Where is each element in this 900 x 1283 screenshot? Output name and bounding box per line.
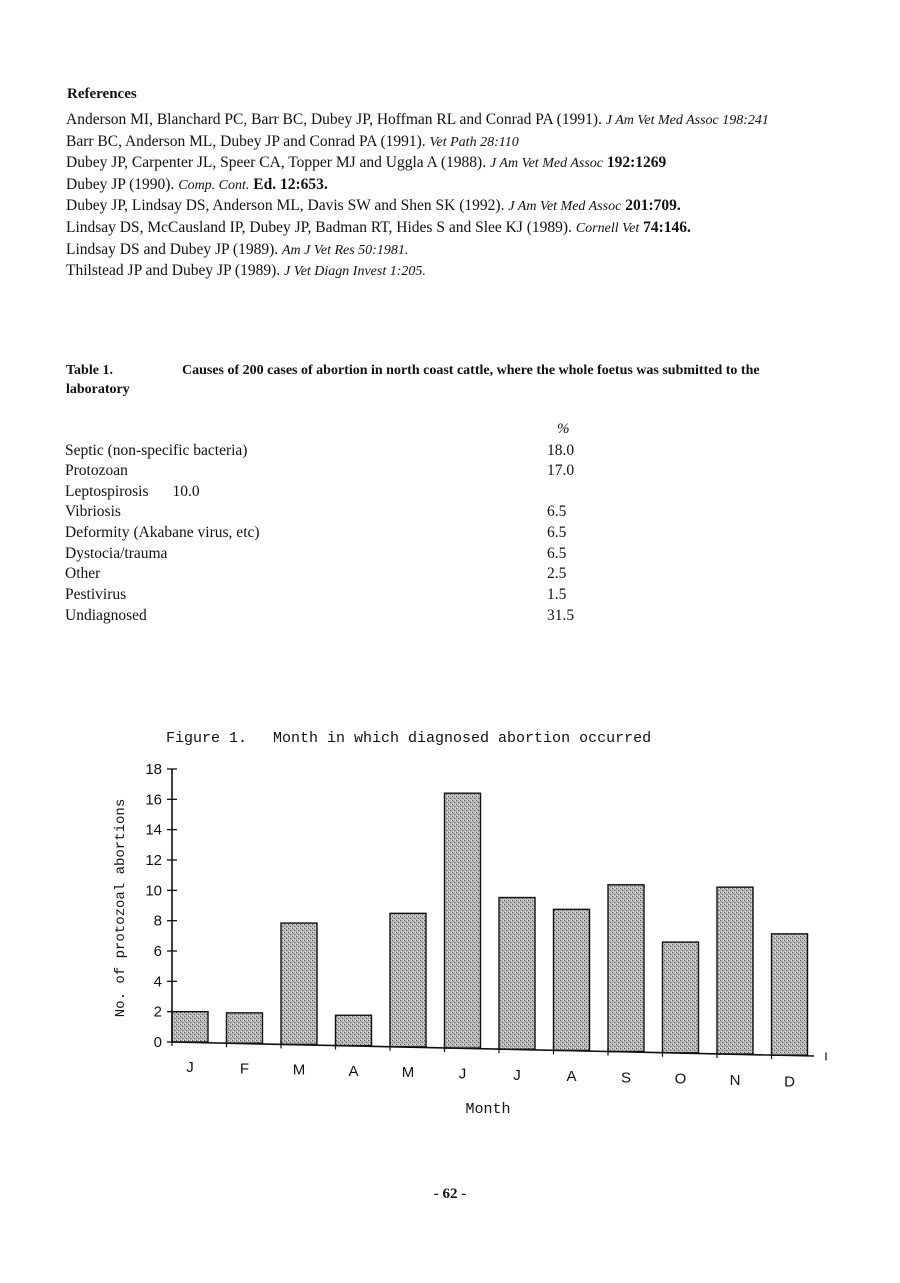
y-tick-label: 14 (145, 821, 162, 839)
y-tick-label: 8 (153, 912, 162, 930)
reference-volume: 192:1269 (606, 154, 667, 172)
percent-cell: 6.5 (547, 524, 567, 541)
x-tick-label: N (729, 1072, 741, 1089)
reference-authors: Barr BC, Anderson ML, Dubey JP and Conrad PA (1991). (66, 132, 426, 150)
bar (608, 885, 644, 1052)
cause-label: Undiagnosed (65, 607, 147, 624)
y-tick-label: 6 (153, 943, 162, 960)
y-tick-label: 10 (145, 882, 162, 900)
reference-journal: Comp. Cont. (178, 177, 250, 193)
percent-cell: 6.5 (547, 545, 567, 562)
cause-label: Pestivirus (65, 586, 127, 603)
y-axis-label: No. of protozoal abortions (113, 798, 129, 1018)
x-tick-label: M (292, 1061, 306, 1079)
bar (281, 923, 317, 1044)
bar (445, 793, 481, 1048)
bar (227, 1013, 263, 1043)
x-axis-label: Month (465, 1101, 511, 1118)
x-tick-label: J (458, 1065, 467, 1083)
reference-journal: J Vet Diagn Invest 1:205. (283, 264, 426, 280)
bar (172, 1012, 208, 1042)
bar (499, 898, 535, 1050)
y-tick-label: 2 (153, 1003, 162, 1021)
reference-authors: Lindsay DS, McCausland IP, Dubey JP, Badman RT, Hides S and Slee KJ (1989). (66, 218, 572, 236)
bar (772, 934, 808, 1055)
cause-label: Dystocia/trauma (65, 545, 168, 562)
x-tick-label: S (620, 1069, 632, 1087)
reference-journal: Am J Vet Res 50:1981. (281, 242, 409, 258)
reference-journal: Cornell Vet (575, 220, 640, 236)
percent-cell: 1.5 (547, 586, 567, 603)
percent-header: % (557, 421, 570, 437)
bar (663, 942, 699, 1053)
x-tick-label: M (401, 1064, 415, 1082)
percent-cell: 6.5 (547, 503, 567, 520)
x-tick-label: D (784, 1073, 795, 1091)
cause-label: Septic (non-specific bacteria) (65, 442, 248, 459)
table-caption-text: Causes of 200 cases of abortion in north coast cattle, where the whole foetus was submitted to the laboratory (66, 363, 760, 397)
x-tick-label: J (513, 1066, 521, 1084)
figure-label: Figure 1. (166, 730, 248, 747)
reference-authors: Anderson MI, Blanchard PC, Barr BC, Dubey JP, Hoffman RL and Conrad PA (1991). (66, 111, 602, 128)
percent-cell: 18.0 (547, 442, 575, 459)
reference-authors: Dubey JP, Carpenter JL, Speer CA, Topper MJ and Uggla A (1988). (66, 154, 487, 172)
y-tick-label: 4 (153, 973, 162, 991)
percent-cell: 17.0 (547, 462, 575, 479)
cause-label: Vibriosis (65, 503, 121, 520)
x-tick-label: A (348, 1062, 359, 1080)
y-tick-label: 0 (153, 1034, 162, 1051)
references-heading: References (67, 86, 137, 102)
cause-label: Leptospirosis (65, 483, 149, 500)
reference-authors: Thilstead JP and Dubey JP (1989). (66, 262, 281, 280)
percent-cell: 31.5 (547, 607, 575, 624)
reference-authors: Dubey JP (1990). (66, 175, 175, 193)
page-number: - 62 - (433, 1186, 467, 1202)
cause-label: Protozoan (65, 462, 128, 479)
x-tick-label: O (674, 1070, 687, 1088)
x-tick-label: F (239, 1060, 250, 1078)
bar (717, 887, 753, 1054)
reference-journal: J Am Vet Med Assoc 198:241 (605, 113, 769, 128)
y-tick-label: 16 (145, 791, 162, 809)
cause-label: Deformity (Akabane virus, etc) (65, 524, 260, 541)
reference-volume: 201:709. (625, 197, 681, 215)
cause-label: Other (65, 565, 101, 582)
reference-volume: Ed. 12:653. (253, 175, 328, 193)
y-tick-label: 18 (145, 761, 162, 778)
reference-journal: J Am Vet Med Assoc (508, 199, 622, 215)
y-tick-label: 12 (145, 852, 162, 869)
percent-cell: 2.5 (547, 565, 567, 582)
reference-authors: Dubey JP, Lindsay DS, Anderson ML, Davis SW and Shen SK (1992). (66, 197, 505, 215)
bar (390, 913, 426, 1046)
reference-journal: Vet Path 28:110 (429, 134, 519, 150)
reference-journal: J Am Vet Med Assoc (489, 156, 603, 172)
figure-title-text: Month in which diagnosed abortion occurred (273, 730, 652, 747)
reference-volume: 74:146. (643, 218, 691, 236)
inline-percent: 10.0 (172, 483, 200, 500)
x-tick-label: J (186, 1059, 194, 1076)
reference-authors: Lindsay DS and Dubey JP (1989). (66, 240, 279, 258)
bar (554, 909, 590, 1050)
x-tick-label: A (566, 1068, 577, 1086)
bar (336, 1015, 372, 1045)
table-label: Table 1. (66, 363, 113, 378)
